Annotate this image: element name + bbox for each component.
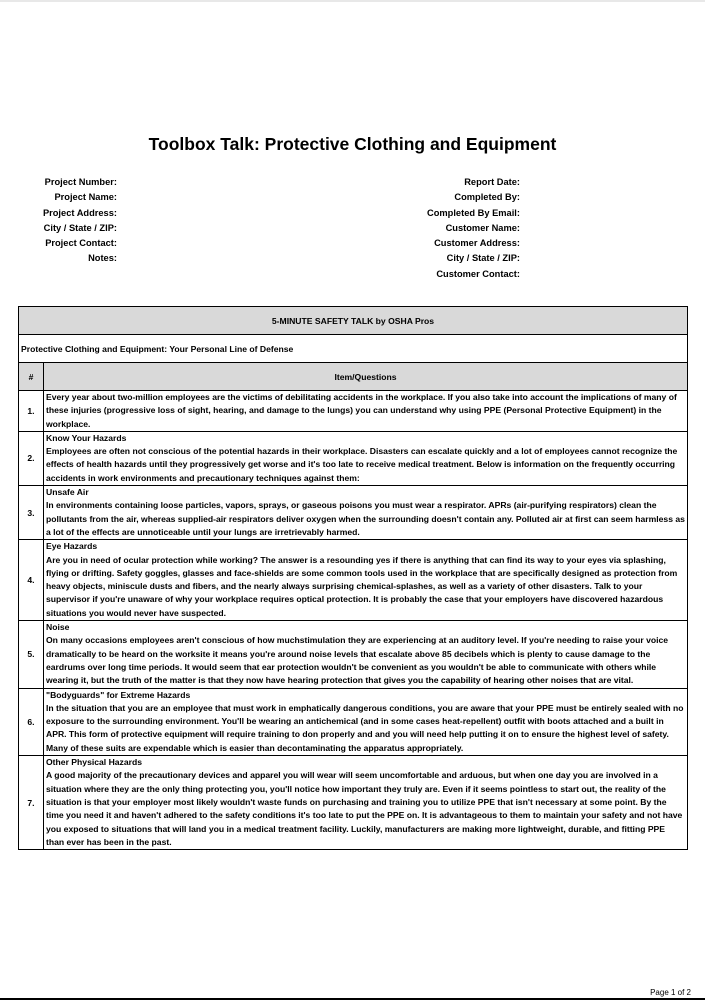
customer-address-label: Customer Address: [434, 238, 520, 249]
row-content [44, 391, 688, 432]
table-header-row [19, 307, 688, 335]
row-number: 5. [19, 621, 44, 688]
row-title: Know Your Hazards [46, 432, 127, 443]
project-number-label: Project Number: [44, 177, 117, 187]
row-text: A good majority of the precautionary devices and apparel you will wear will seem uncomfortable and arduous, but when one day you are involved in a situation where they are the only thing protecting you, you'll notice how important they truly are. Even if it seems pointless to start out, the reality of the situation is that your employer most likely wouldn't waste funds on purchasing and training you to utilize PPE that isn't necessary at some point. By the time you need it and haven't adhered to the safety conditions it's too late to put the PPE on. It is advantageous to them to maintain your safety and not have you exposed to situations that will land you in a medical treatment facility. Luckily, manufacturers are making more lightweight, durable, and fitting PPE than ever has been in the past. [46, 770, 683, 847]
table-row [19, 431, 688, 485]
column-header-number: # [19, 363, 44, 391]
row-number: 2. [19, 431, 44, 485]
row-content [44, 540, 688, 621]
row-text: Employees are often not conscious of the potential hazards in their workplace. Disasters can escalate quickly and a lot of employees cannot recognize the effects of health hazards until they progressively get worse and it's too late to receive medical treatment. Below is information on the frequently occurring accidents in work environments and precautionary techniques against them: [46, 446, 678, 483]
page-title: Toolbox Talk: Protective Clothing and Equipment [148, 134, 557, 154]
report-date-label: Report Date: [464, 177, 520, 187]
completed-by-email-label: Completed By Email: [427, 207, 520, 218]
column-header-row [19, 363, 688, 391]
table-subtitle: Protective Clothing and Equipment: Your Personal Line of Defense [19, 335, 688, 363]
project-contact-label: Project Contact: [45, 238, 117, 249]
table-row [19, 621, 688, 688]
project-address-label: Project Address: [42, 207, 117, 218]
project-info-labels [0, 175, 117, 267]
row-content [44, 486, 688, 540]
row-number: 3. [19, 486, 44, 540]
row-content [44, 621, 688, 688]
row-content [44, 431, 688, 485]
row-title: Other Physical Hazards [46, 757, 143, 768]
row-number: 7. [19, 756, 44, 850]
row-number: 1. [19, 391, 44, 432]
project-name-label: Project Name: [54, 192, 117, 203]
notes-label: Notes: [88, 253, 117, 264]
column-header-item: Item/Questions [44, 363, 688, 391]
table-row [19, 486, 688, 540]
row-text: Are you in need of ocular protection while working? The answer is a resounding yes if there is anything that can find its way to your eyes via splashing, flying or drifting. Safety goggles, glasses and face-shields are some common tools used in the workplace that are specifically designed as protection from heavy objects, miniscule dusts and fibers, and the nearly always surprising chemical-splashes, as well as a variety of other disasters. Talk to your supervisor if you're unaware of why your workplace requires optical protection. It is probably the case that your employers have discovered hazardous situations you would never have suspected. [46, 554, 678, 618]
project-city-state-zip-label: City / State / ZIP: [43, 222, 117, 233]
table-row [19, 391, 688, 432]
row-title: Unsafe Air [46, 487, 89, 498]
customer-contact-label: Customer Contact: [436, 268, 520, 279]
row-title: Noise [46, 622, 70, 633]
table-row [19, 540, 688, 621]
row-text: On many occasions employees aren't conscious of how muchstimulation they are experiencing at an auditory level. If you're needing to raise your voice dramatically to be heard on the worksite it means you're around noise levels that escalate above 85 decibels which is plenty to cause damage to the eardrums over long time periods. It would seem that ear protection wouldn't be convenient as you wouldn't be able to communicate with others while wearing it, but the truth of the matter is that they now have hearing protection that gives you the capability of hearing other noises that are vital. [46, 635, 669, 686]
row-text: Every year about two-million employees are the victims of debilitating accidents in the workplace. If you also take into account the implications of many of these injuries (progressive loss of sight, hearing, and damage to the lungs) you can understand why using PPE (Personal Protective Equipment) in the workplace. [46, 392, 677, 429]
table-header: 5-MINUTE SAFETY TALK by OSHA Pros [19, 307, 688, 335]
row-content [44, 756, 688, 850]
safety-talk-table [18, 306, 688, 850]
report-info-labels [330, 175, 520, 282]
table-row [19, 756, 688, 850]
row-text: In environments containing loose particles, vapors, sprays, or gaseous poisons you must wear a respirator. APRs (air-purifying respirators) clean the pollutants from the air, whereas supplied-air respirators deliver oxygen when the surrounding doesn't contain any. Polluted air at first can seem harmless as a lot of the effects are unnoticeable until your lungs are irretrievably harmed. [46, 500, 685, 537]
row-content [44, 688, 688, 755]
row-text: In the situation that you are an employee that must work in emphatically dangerous conditions, you are aware that your PPE must be entirely sealed with no exposure to the surrounding environment. You'll be wearing an antichemical (and in some cases heat-repellent) outfit with boots attached and a built in APR. This form of protective equipment will require training to don properly and and you will need help putting it on to ensure the highest level of safety. Many of these suits are expendable which is easier than decontaminating the apparatus appropriately. [46, 702, 684, 753]
completed-by-label: Completed By: [454, 192, 520, 203]
page-number: Page 1 of 2 [650, 988, 691, 997]
row-number: 6. [19, 688, 44, 755]
customer-city-state-zip-label: City / State / ZIP: [446, 253, 520, 264]
customer-name-label: Customer Name: [445, 222, 520, 233]
row-number: 4. [19, 540, 44, 621]
table-subtitle-row [19, 335, 688, 363]
table-row [19, 688, 688, 755]
row-title: Eye Hazards [46, 541, 98, 552]
row-title: "Bodyguards" for Extreme Hazards [46, 689, 191, 700]
top-rule [0, 0, 705, 2]
